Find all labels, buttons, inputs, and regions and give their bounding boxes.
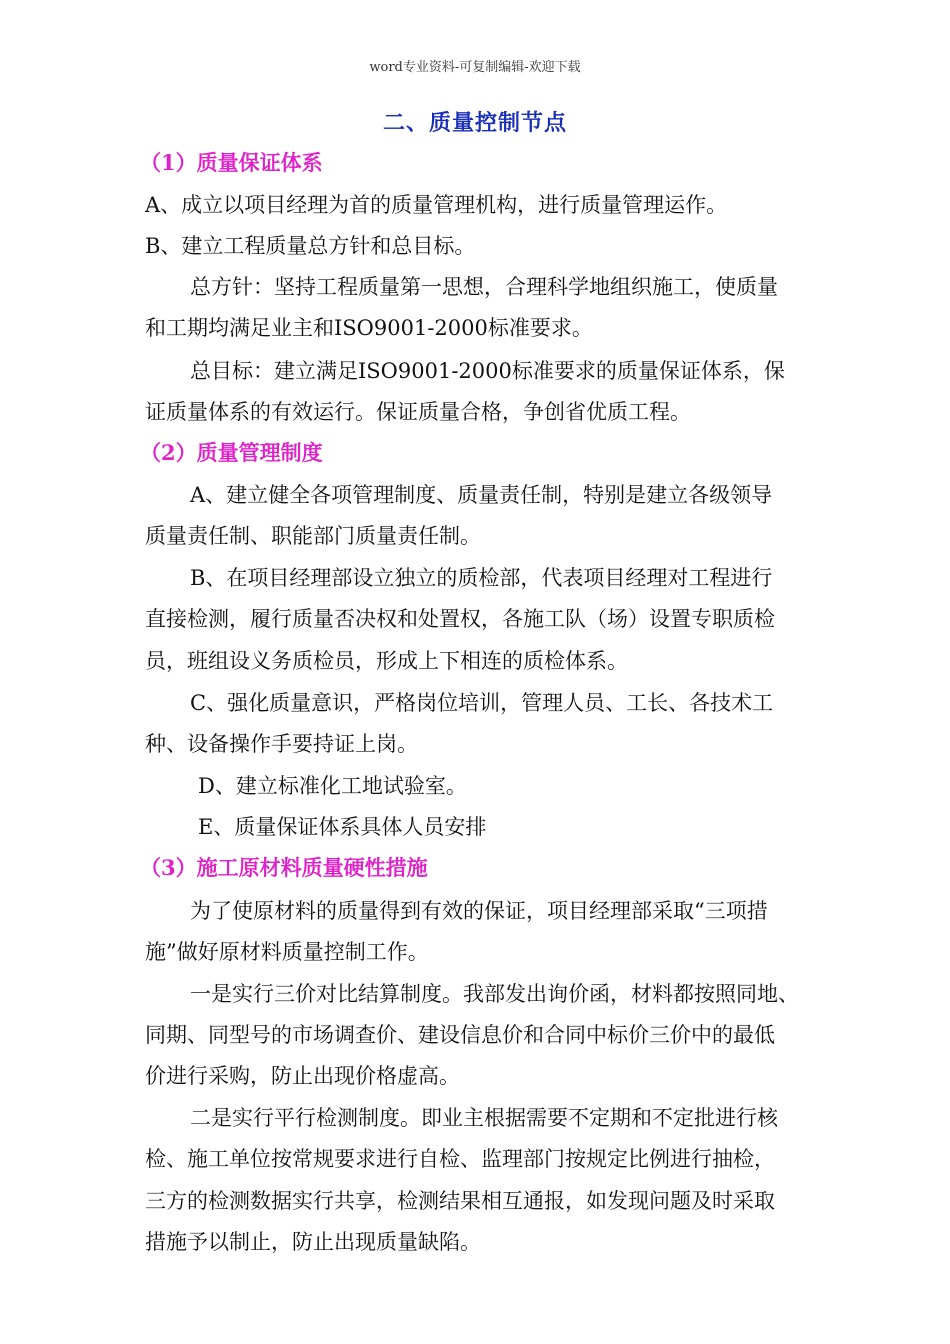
paragraph-line: 二是实行平行检测制度。即业主根据需要不定期和不定批进行核 xyxy=(190,1106,778,1130)
paragraph-line: 员，班组设义务质检员，形成上下相连的质检体系。 xyxy=(145,649,628,673)
paragraph-line: B、在项目经理部设立独立的质检部，代表项目经理对工程进行 xyxy=(190,566,773,590)
paragraph-line: A、成立以项目经理为首的质量管理机构，进行质量管理运作。 xyxy=(145,193,728,217)
paragraph-line: 同期、同型号的市场调查价、建设信息价和合同中标价三价中的最低 xyxy=(145,1023,775,1047)
heading-raw-material-measures: （3）施工原材料质量硬性措施 xyxy=(140,855,428,880)
paragraph-line: 施”做好原材料质量控制工作。 xyxy=(145,940,429,964)
paragraph-line: 检、施工单位按常规要求进行自检、监理部门按规定比例进行抽检， xyxy=(145,1147,775,1171)
paragraph-line: C、强化质量意识，严格岗位培训，管理人员、工长、各技术工 xyxy=(190,691,774,715)
paragraph-line: A、建立健全各项管理制度、质量责任制，特别是建立各级领导 xyxy=(190,483,773,507)
paragraph-line: 措施予以制止，防止出现质量缺陷。 xyxy=(145,1230,481,1254)
page-header: word专业资料-可复制编辑-欢迎下载 xyxy=(369,60,581,75)
paragraph-line: 三方的检测数据实行共享，检测结果相互通报，如发现问题及时采取 xyxy=(145,1189,775,1213)
paragraph-line: 种、设备操作手要持证上岗。 xyxy=(145,732,418,756)
heading-quality-assurance-system: （1）质量保证体系 xyxy=(140,150,323,175)
heading-quality-management-rules: （2）质量管理制度 xyxy=(140,440,323,465)
paragraph-line: 价进行采购，防止出现价格虚高。 xyxy=(145,1064,460,1088)
paragraph-line: 总目标：建立满足ISO9001-2000标准要求的质量保证体系，保 xyxy=(190,359,785,383)
paragraph-line: D、建立标准化工地试验室。 xyxy=(198,774,467,798)
section-title: 二、质量控制节点 xyxy=(382,110,567,136)
paragraph-line: 直接检测，履行质量否决权和处置权，各施工队（场）设置专职质检 xyxy=(145,607,775,631)
paragraph-line: 一是实行三价对比结算制度。我部发出询价函，材料都按照同地、 xyxy=(190,982,799,1006)
paragraph-line: 质量责任制、职能部门质量责任制。 xyxy=(145,524,481,548)
paragraph-line: E、质量保证体系具体人员安排 xyxy=(198,815,487,839)
paragraph-line: 总方针：坚持工程质量第一思想，合理科学地组织施工，使质量 xyxy=(190,275,778,299)
paragraph-line: 为了使原材料的质量得到有效的保证，项目经理部采取“三项措 xyxy=(190,899,768,923)
paragraph-line: 和工期均满足业主和ISO9001-2000标准要求。 xyxy=(145,316,593,340)
paragraph-line: B、建立工程质量总方针和总目标。 xyxy=(145,234,476,258)
paragraph-line: 证质量体系的有效运行。保证质量合格，争创省优质工程。 xyxy=(145,400,691,424)
